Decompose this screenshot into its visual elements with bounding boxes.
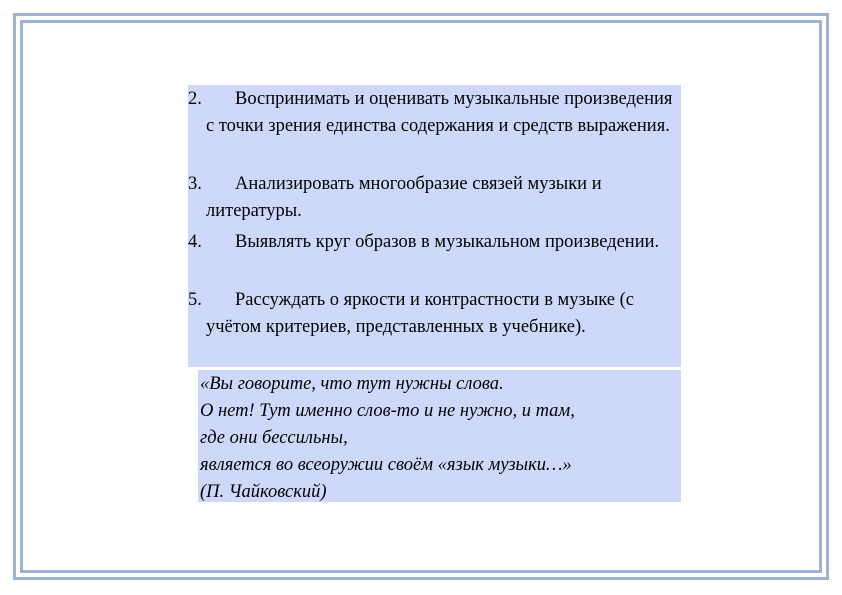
- list-item-number: 5.: [188, 290, 202, 310]
- quote-attribution: (П. Чайковский): [200, 482, 327, 502]
- list-item-number: 4.: [188, 232, 202, 252]
- quote-line: «Вы говорите, что тут нужны слова.: [200, 374, 504, 394]
- list-item-text: Рассуждать о яркости и контрастности в музыке (с учётом критериев, представленных в учебнике).: [206, 290, 634, 337]
- objectives-list: [188, 85, 681, 367]
- list-item-text: Выявлять круг образов в музыкальном произведении.: [235, 232, 660, 252]
- quote-line: О нет! Тут именно слов-то и не нужно, и там,: [200, 401, 575, 421]
- quote-line: где они бессильны,: [200, 428, 348, 448]
- quote-block: [198, 370, 681, 502]
- list-item-number: 3.: [188, 174, 202, 194]
- list-item-number: 2.: [188, 89, 202, 109]
- list-item-text: Воспринимать и оценивать музыкальные произведения с точки зрения единства содержания и средств выражения.: [206, 89, 673, 136]
- quote-line: является во всеоружии своём «язык музыки…»: [200, 455, 572, 475]
- list-item-text: Анализировать многообразие связей музыки и литературы.: [206, 174, 602, 221]
